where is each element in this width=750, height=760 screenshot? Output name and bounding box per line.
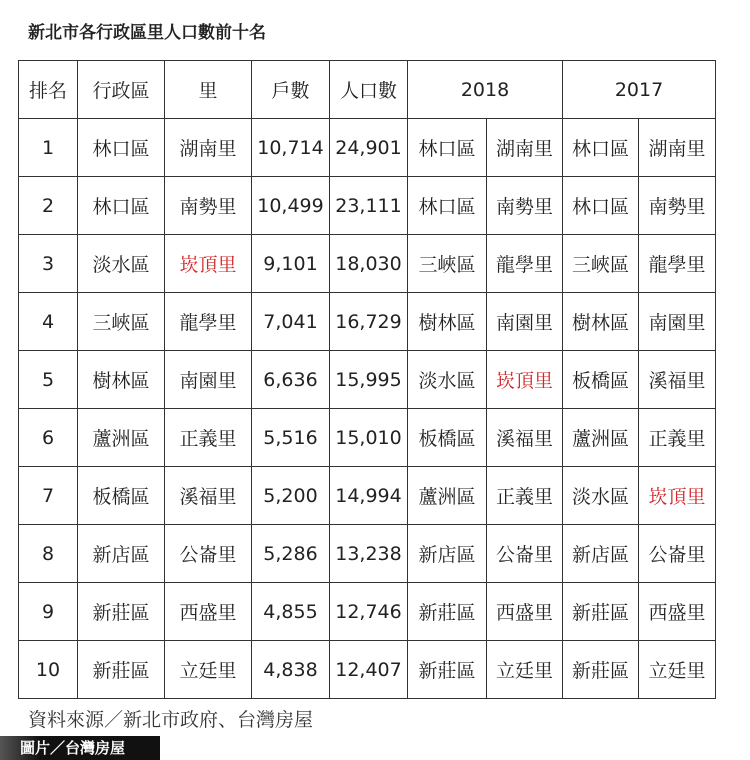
table-cell: 溪福里 (639, 351, 716, 409)
table-cell: 6,636 (252, 351, 330, 409)
table-cell: 林口區 (78, 119, 165, 177)
table-cell: 溪福里 (487, 409, 563, 467)
table-cell: 新莊區 (408, 583, 487, 641)
table-cell: 新店區 (563, 525, 639, 583)
table-cell: 淡水區 (563, 467, 639, 525)
table-cell: 23,111 (330, 177, 408, 235)
table-cell: 南勢里 (487, 177, 563, 235)
table-cell: 西盛里 (487, 583, 563, 641)
table-cell: 淡水區 (78, 235, 165, 293)
table-cell: 新莊區 (563, 583, 639, 641)
image-credit: 圖片／台灣房屋 (0, 736, 160, 760)
table-cell: 板橋區 (563, 351, 639, 409)
table-cell: 板橋區 (408, 409, 487, 467)
table-row (19, 583, 716, 641)
table-cell: 正義里 (639, 409, 716, 467)
table-cell: 樹林區 (408, 293, 487, 351)
table-cell: 5,200 (252, 467, 330, 525)
table-cell: 3 (19, 235, 78, 293)
table-cell: 林口區 (78, 177, 165, 235)
table-cell: 新莊區 (408, 641, 487, 699)
table-cell: 10 (19, 641, 78, 699)
table-cell: 9,101 (252, 235, 330, 293)
table-cell: 立廷里 (639, 641, 716, 699)
table-row (19, 293, 716, 351)
table-cell: 5,516 (252, 409, 330, 467)
table-cell: 12,746 (330, 583, 408, 641)
table-cell: 正義里 (487, 467, 563, 525)
table-cell: 南園里 (165, 351, 252, 409)
table-row (19, 177, 716, 235)
table-cell: 新莊區 (78, 583, 165, 641)
table-cell: 林口區 (408, 119, 487, 177)
table-cell: 南園里 (639, 293, 716, 351)
table-row (19, 467, 716, 525)
table-cell: 16,729 (330, 293, 408, 351)
table-cell: 西盛里 (165, 583, 252, 641)
table-cell: 15,010 (330, 409, 408, 467)
table-cell: 新店區 (408, 525, 487, 583)
source-note: 資料來源／新北市政府、台灣房屋 (28, 709, 314, 731)
table-cell: 湖南里 (487, 119, 563, 177)
table-cell: 新莊區 (563, 641, 639, 699)
header-cell: 人口數 (330, 61, 408, 119)
table-cell: 樹林區 (563, 293, 639, 351)
table-cell: 12,407 (330, 641, 408, 699)
table-cell: 西盛里 (639, 583, 716, 641)
table-cell: 2 (19, 177, 78, 235)
population-table (18, 60, 716, 699)
table-cell: 龍學里 (487, 235, 563, 293)
table-cell: 湖南里 (639, 119, 716, 177)
table-cell: 7,041 (252, 293, 330, 351)
table-cell: 6 (19, 409, 78, 467)
header-row (19, 61, 716, 119)
header-cell: 排名 (19, 61, 78, 119)
table-cell: 三峽區 (563, 235, 639, 293)
table-cell: 樹林區 (78, 351, 165, 409)
table-cell: 淡水區 (408, 351, 487, 409)
table-cell: 1 (19, 119, 78, 177)
table-cell: 9 (19, 583, 78, 641)
table-cell: 4,838 (252, 641, 330, 699)
table-cell: 林口區 (563, 177, 639, 235)
table-cell: 24,901 (330, 119, 408, 177)
table-cell: 14,994 (330, 467, 408, 525)
table-cell: 溪福里 (165, 467, 252, 525)
header-cell: 行政區 (78, 61, 165, 119)
table-row (19, 641, 716, 699)
table-cell: 公崙里 (639, 525, 716, 583)
table-cell: 立廷里 (487, 641, 563, 699)
table-title: 新北市各行政區里人口數前十名 (28, 23, 266, 43)
table-cell: 4,855 (252, 583, 330, 641)
table-cell: 公崙里 (165, 525, 252, 583)
table-cell: 蘆洲區 (563, 409, 639, 467)
table-cell: 15,995 (330, 351, 408, 409)
table-cell: 蘆洲區 (408, 467, 487, 525)
table-row (19, 235, 716, 293)
table-cell: 公崙里 (487, 525, 563, 583)
table-cell: 18,030 (330, 235, 408, 293)
table-row (19, 351, 716, 409)
table-cell: 林口區 (408, 177, 487, 235)
table-cell: 崁頂里 (165, 235, 252, 293)
table-cell: 龍學里 (165, 293, 252, 351)
table-cell: 板橋區 (78, 467, 165, 525)
table-cell: 13,238 (330, 525, 408, 583)
table-cell: 10,714 (252, 119, 330, 177)
header-cell: 里 (165, 61, 252, 119)
table-cell: 蘆洲區 (78, 409, 165, 467)
table-cell: 南園里 (487, 293, 563, 351)
table-cell: 林口區 (563, 119, 639, 177)
table-cell: 正義里 (165, 409, 252, 467)
table-cell: 崁頂里 (639, 467, 716, 525)
table-cell: 崁頂里 (487, 351, 563, 409)
table-cell: 8 (19, 525, 78, 583)
table-cell: 三峽區 (408, 235, 487, 293)
table-cell: 立廷里 (165, 641, 252, 699)
table-cell: 龍學里 (639, 235, 716, 293)
table-cell: 10,499 (252, 177, 330, 235)
header-cell: 2018 (408, 61, 563, 119)
table-row (19, 409, 716, 467)
table-cell: 湖南里 (165, 119, 252, 177)
header-cell: 戶數 (252, 61, 330, 119)
table-cell: 5 (19, 351, 78, 409)
table-cell: 7 (19, 467, 78, 525)
table-cell: 5,286 (252, 525, 330, 583)
table-cell: 南勢里 (639, 177, 716, 235)
header-cell: 2017 (563, 61, 716, 119)
table-cell: 4 (19, 293, 78, 351)
table-row (19, 525, 716, 583)
table-row (19, 119, 716, 177)
table-cell: 南勢里 (165, 177, 252, 235)
table-cell: 新店區 (78, 525, 165, 583)
table-cell: 新莊區 (78, 641, 165, 699)
table-cell: 三峽區 (78, 293, 165, 351)
